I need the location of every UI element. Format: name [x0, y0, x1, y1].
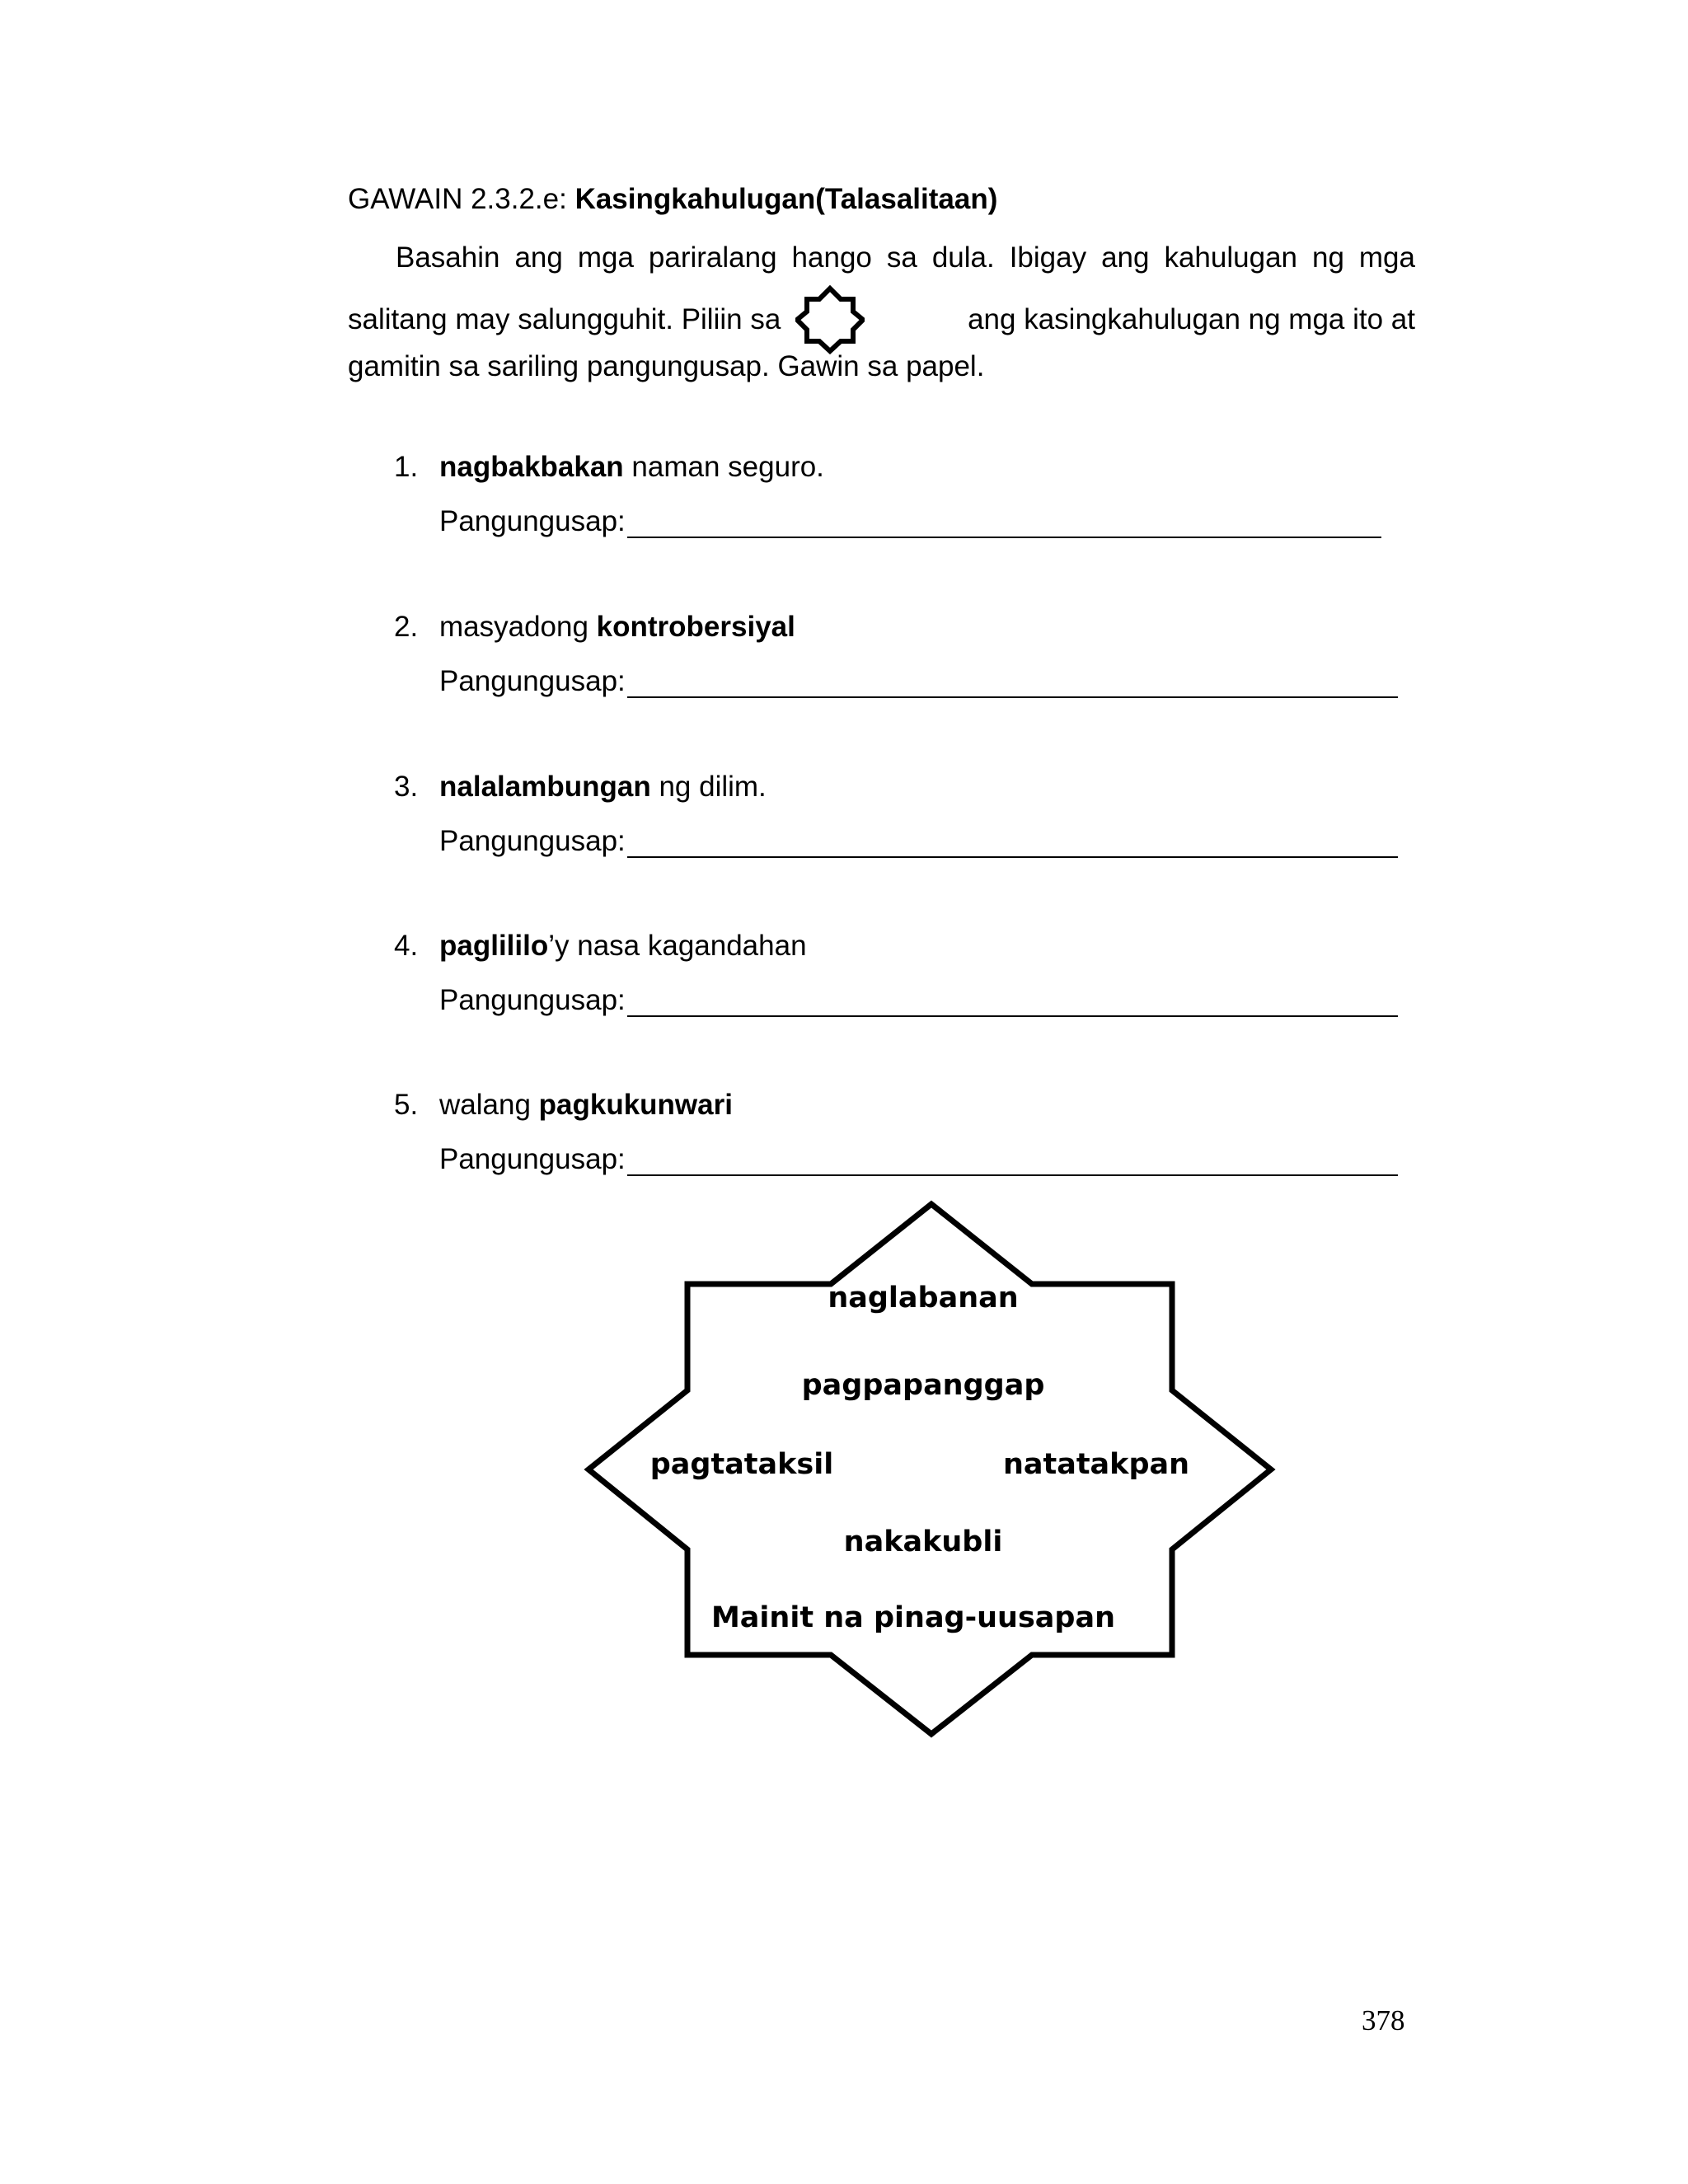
item-phrase: nalalambungan ng dilim. — [439, 771, 767, 803]
answer-label: Pangungusap: — [439, 505, 626, 537]
answer-label: Pangungusap: — [439, 825, 626, 857]
word-bank-word-4: natatakpan — [1002, 1448, 1190, 1481]
page-number: 378 — [1362, 2004, 1405, 2036]
word-bank-word-1: naglabanan — [828, 1282, 1019, 1315]
instructions-text-before-star: salitang may salungguhit. Piliin sa — [348, 303, 781, 335]
word-bank-word-6: Mainit na pinag-uusapan — [710, 1601, 1116, 1634]
answer-label: Pangungusap: — [439, 984, 626, 1016]
answer-line[interactable] — [439, 984, 1398, 1017]
answer-label: Pangungusap: — [439, 665, 626, 697]
answer-blank[interactable] — [627, 505, 1381, 538]
instructions-line-3: gamitin sa sariling pangungusap. Gawin sa papel. — [348, 350, 985, 382]
target-word: nalalambungan — [439, 771, 651, 803]
item-number: 5. — [394, 1089, 419, 1121]
item-phrase: walang pagkukunwari — [439, 1089, 733, 1121]
item-phrase: nagbakbakan naman seguro. — [439, 451, 824, 483]
word-bank-word-2: pagpapanggap — [801, 1369, 1045, 1402]
word-bank-star — [577, 1199, 1286, 1743]
answer-line[interactable] — [439, 665, 1398, 698]
target-word: kontrobersiyal — [596, 611, 795, 643]
word-bank-word-5: nakakubli — [843, 1526, 1003, 1558]
item-number: 1. — [394, 451, 419, 483]
answer-line[interactable] — [439, 825, 1398, 858]
answer-blank[interactable] — [627, 665, 1398, 698]
item-number: 3. — [394, 771, 419, 803]
activity-heading — [348, 183, 997, 216]
answer-blank[interactable] — [627, 825, 1398, 858]
activity-title: Kasingkahulugan(Talasalitaan) — [574, 183, 998, 215]
instructions-text-after-star: ang kasingkahulugan ng mga ito at — [968, 303, 1415, 335]
target-word: nagbakbakan — [439, 451, 624, 483]
target-word: paglililo — [439, 930, 549, 962]
word-bank-word-3: pagtataksil — [649, 1448, 834, 1481]
instructions-line-1: Basahin ang mga pariralang hango sa dula. Ibigay ang kahulugan ng mga — [396, 241, 1415, 274]
answer-label: Pangungusap: — [439, 1143, 626, 1175]
answer-line[interactable] — [439, 505, 1381, 538]
answer-blank[interactable] — [627, 984, 1398, 1017]
activity-number: GAWAIN 2.3.2.e: — [348, 183, 575, 215]
item-number: 4. — [394, 930, 419, 962]
item-phrase: paglililo’y nasa kagandahan — [439, 930, 807, 962]
answer-blank[interactable] — [627, 1143, 1398, 1176]
item-number: 2. — [394, 611, 419, 643]
item-phrase: masyadong kontrobersiyal — [439, 611, 795, 643]
target-word: pagkukunwari — [538, 1089, 733, 1121]
answer-line[interactable] — [439, 1143, 1398, 1176]
